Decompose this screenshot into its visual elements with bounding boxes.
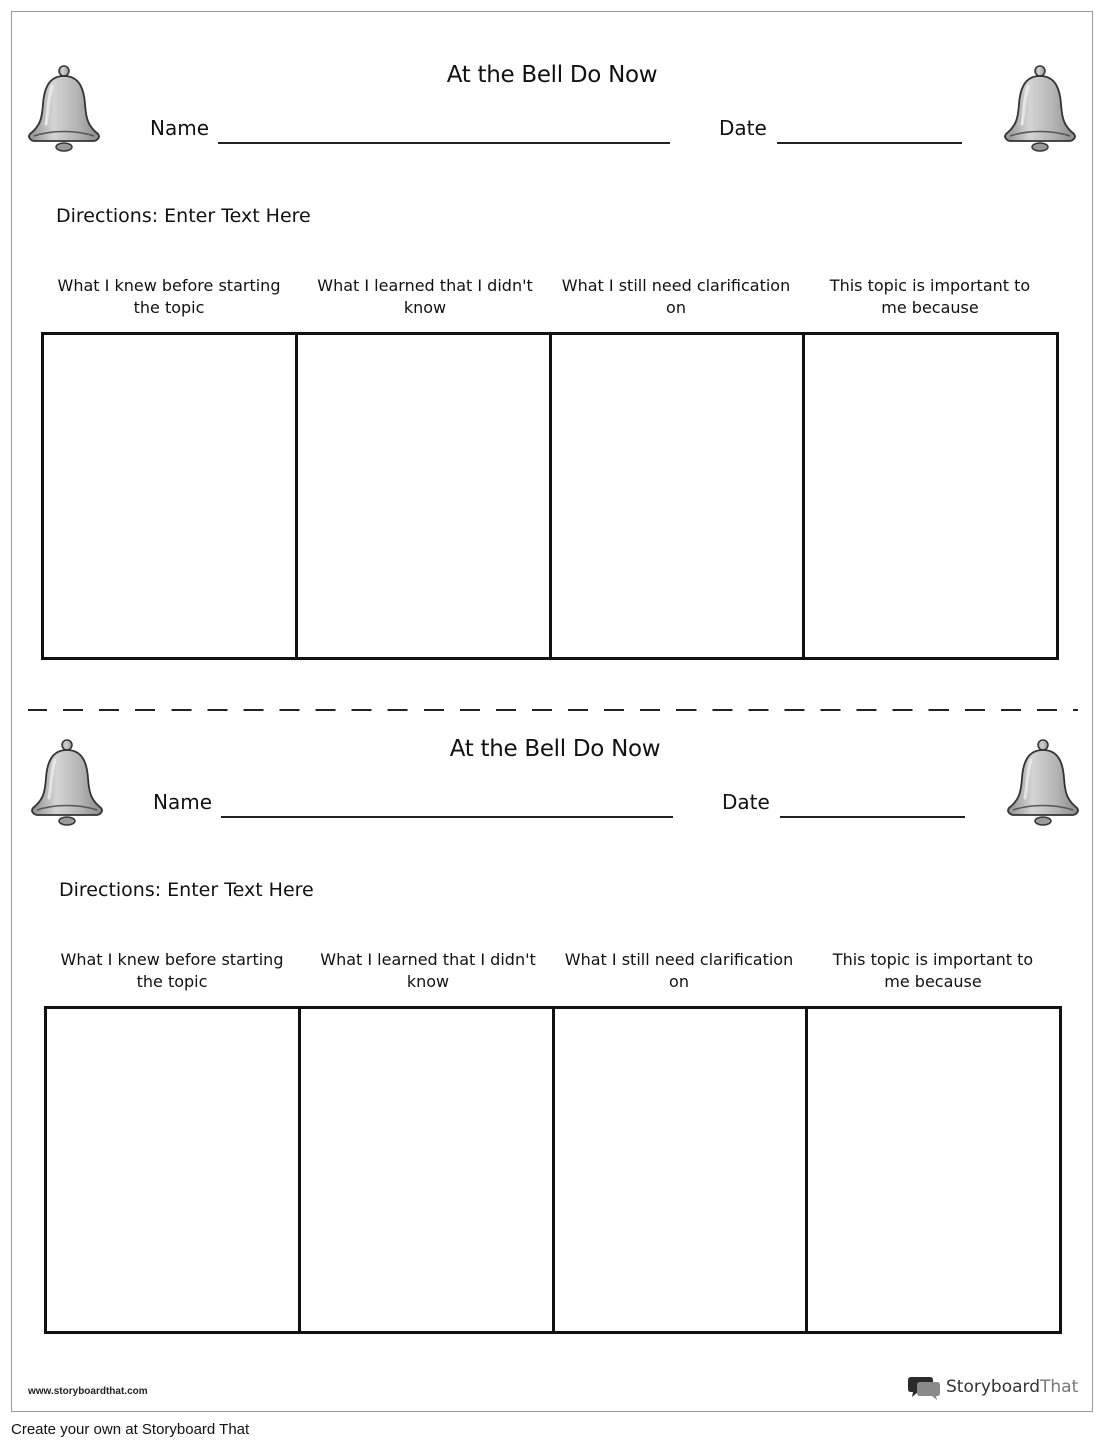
response-cell[interactable] [298, 335, 552, 657]
column-header-clarification: What I still need clarification on [561, 276, 791, 317]
footer-text[interactable]: Create your own at Storyboard That [11, 1421, 250, 1438]
name-line[interactable] [221, 816, 673, 818]
directions-text: Directions: Enter Text Here [59, 879, 314, 901]
response-cell[interactable] [805, 335, 1056, 657]
column-header-knew: What I knew before starting the topic [57, 276, 281, 317]
brand-name-part2: That [1040, 1377, 1079, 1397]
name-label: Name [150, 116, 210, 140]
storyboardthat-logo-icon [908, 1374, 940, 1400]
column-header-important: This topic is important to me because [829, 276, 1031, 317]
response-cell[interactable] [555, 1009, 809, 1331]
column-header-knew: What I knew before starting the topic [60, 950, 284, 991]
column-header-learned: What I learned that I didn't know [320, 950, 536, 991]
column-header-clarification: What I still need clarification on [564, 950, 794, 991]
worksheet-section-1 [12, 12, 1092, 352]
date-line[interactable] [780, 816, 965, 818]
worksheet-page [11, 11, 1093, 1412]
directions-text: Directions: Enter Text Here [56, 205, 311, 227]
worksheet-title: At the Bell Do Now [446, 62, 658, 88]
brand-name [946, 1377, 1078, 1397]
name-label: Name [153, 790, 213, 814]
response-cell[interactable] [552, 335, 806, 657]
response-grid [41, 332, 1059, 660]
worksheet-title: At the Bell Do Now [449, 736, 661, 762]
column-header-learned: What I learned that I didn't know [317, 276, 533, 317]
brand-name-part1: Storyboard [946, 1377, 1040, 1397]
response-cell[interactable] [44, 335, 298, 657]
response-cell[interactable] [808, 1009, 1059, 1331]
name-line[interactable] [218, 142, 670, 144]
response-grid [44, 1006, 1062, 1334]
worksheet-section-2 [12, 686, 1092, 1026]
date-line[interactable] [777, 142, 962, 144]
response-cell[interactable] [301, 1009, 555, 1331]
brand-logo[interactable] [908, 1372, 1078, 1402]
column-header-important: This topic is important to me because [832, 950, 1034, 991]
date-label: Date [722, 790, 770, 814]
response-cell[interactable] [47, 1009, 301, 1331]
site-url[interactable]: www.storyboardthat.com [28, 1386, 148, 1397]
date-label: Date [719, 116, 767, 140]
